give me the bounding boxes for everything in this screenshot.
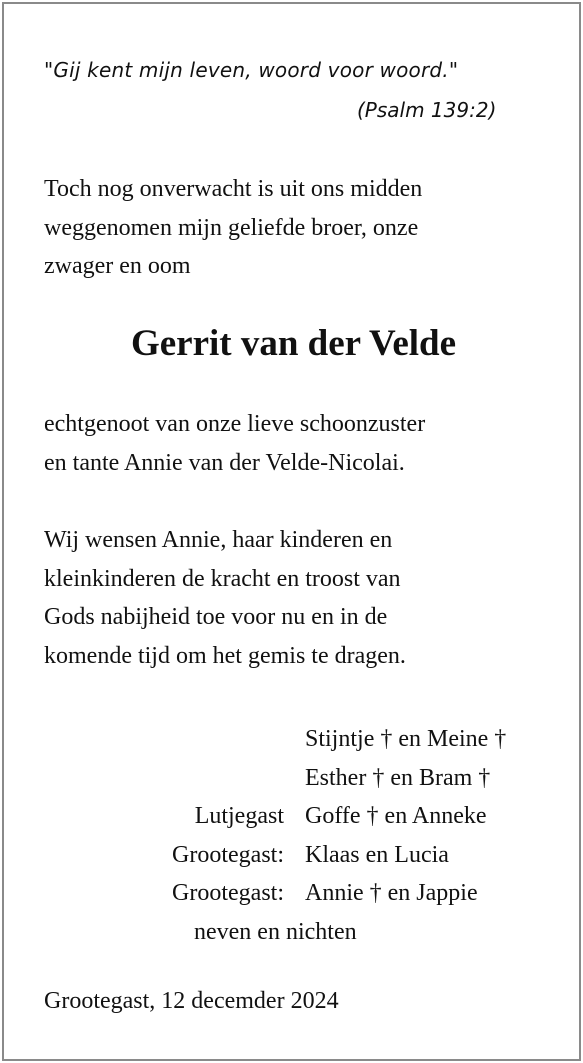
family-place: Grootegast: <box>172 880 284 906</box>
spouse-line: en tante Annie van der Velde-Nicolai. <box>44 449 405 476</box>
family-place: Grootegast: <box>172 841 284 868</box>
wish-line: kleinkinderen de kracht en troost van <box>44 565 401 592</box>
spouse-paragraph <box>44 405 425 482</box>
place-date: Grootegast, 12 decemder 2024 <box>44 988 339 1014</box>
family-names: Esther † en Bram † <box>305 764 491 791</box>
deceased-name: Gerrit van der Velde <box>130 323 457 364</box>
bible-quote: "Gij kent mijn leven, woord voor woord." <box>44 58 459 82</box>
family-row <box>4 797 583 836</box>
family-names: Stijntje † en Meine † <box>305 726 507 752</box>
intro-paragraph <box>44 170 422 286</box>
family-names: Annie † en Jappie <box>305 880 478 906</box>
family-list <box>4 720 583 951</box>
intro-line: zwager en oom <box>44 253 191 279</box>
bible-reference: (Psalm 139:2) <box>357 98 497 122</box>
wish-paragraph <box>44 521 406 675</box>
family-names: Klaas en Lucia <box>305 841 449 868</box>
family-names: Goffe † en Anneke <box>305 803 487 829</box>
intro-line: weggenomen mijn geliefde broer, onze <box>44 214 419 241</box>
family-row <box>4 720 583 759</box>
wish-line: komende tijd om het gemis te dragen. <box>44 642 406 669</box>
family-row <box>4 874 583 913</box>
wish-line: Gods nabijheid toe voor nu en in de <box>44 604 388 630</box>
family-place: Lutjegast <box>194 803 284 829</box>
spouse-line: echtgenoot van onze lieve schoonzuster <box>44 411 426 437</box>
nephews-nieces: neven en nichten <box>194 918 357 945</box>
family-row-extra <box>4 913 583 952</box>
intro-line: Toch nog onverwacht is uit ons midden <box>44 176 423 202</box>
family-row <box>4 836 583 875</box>
obituary-card <box>2 2 581 1061</box>
wish-line: Wij wensen Annie, haar kinderen en <box>44 527 393 553</box>
family-row <box>4 759 583 798</box>
